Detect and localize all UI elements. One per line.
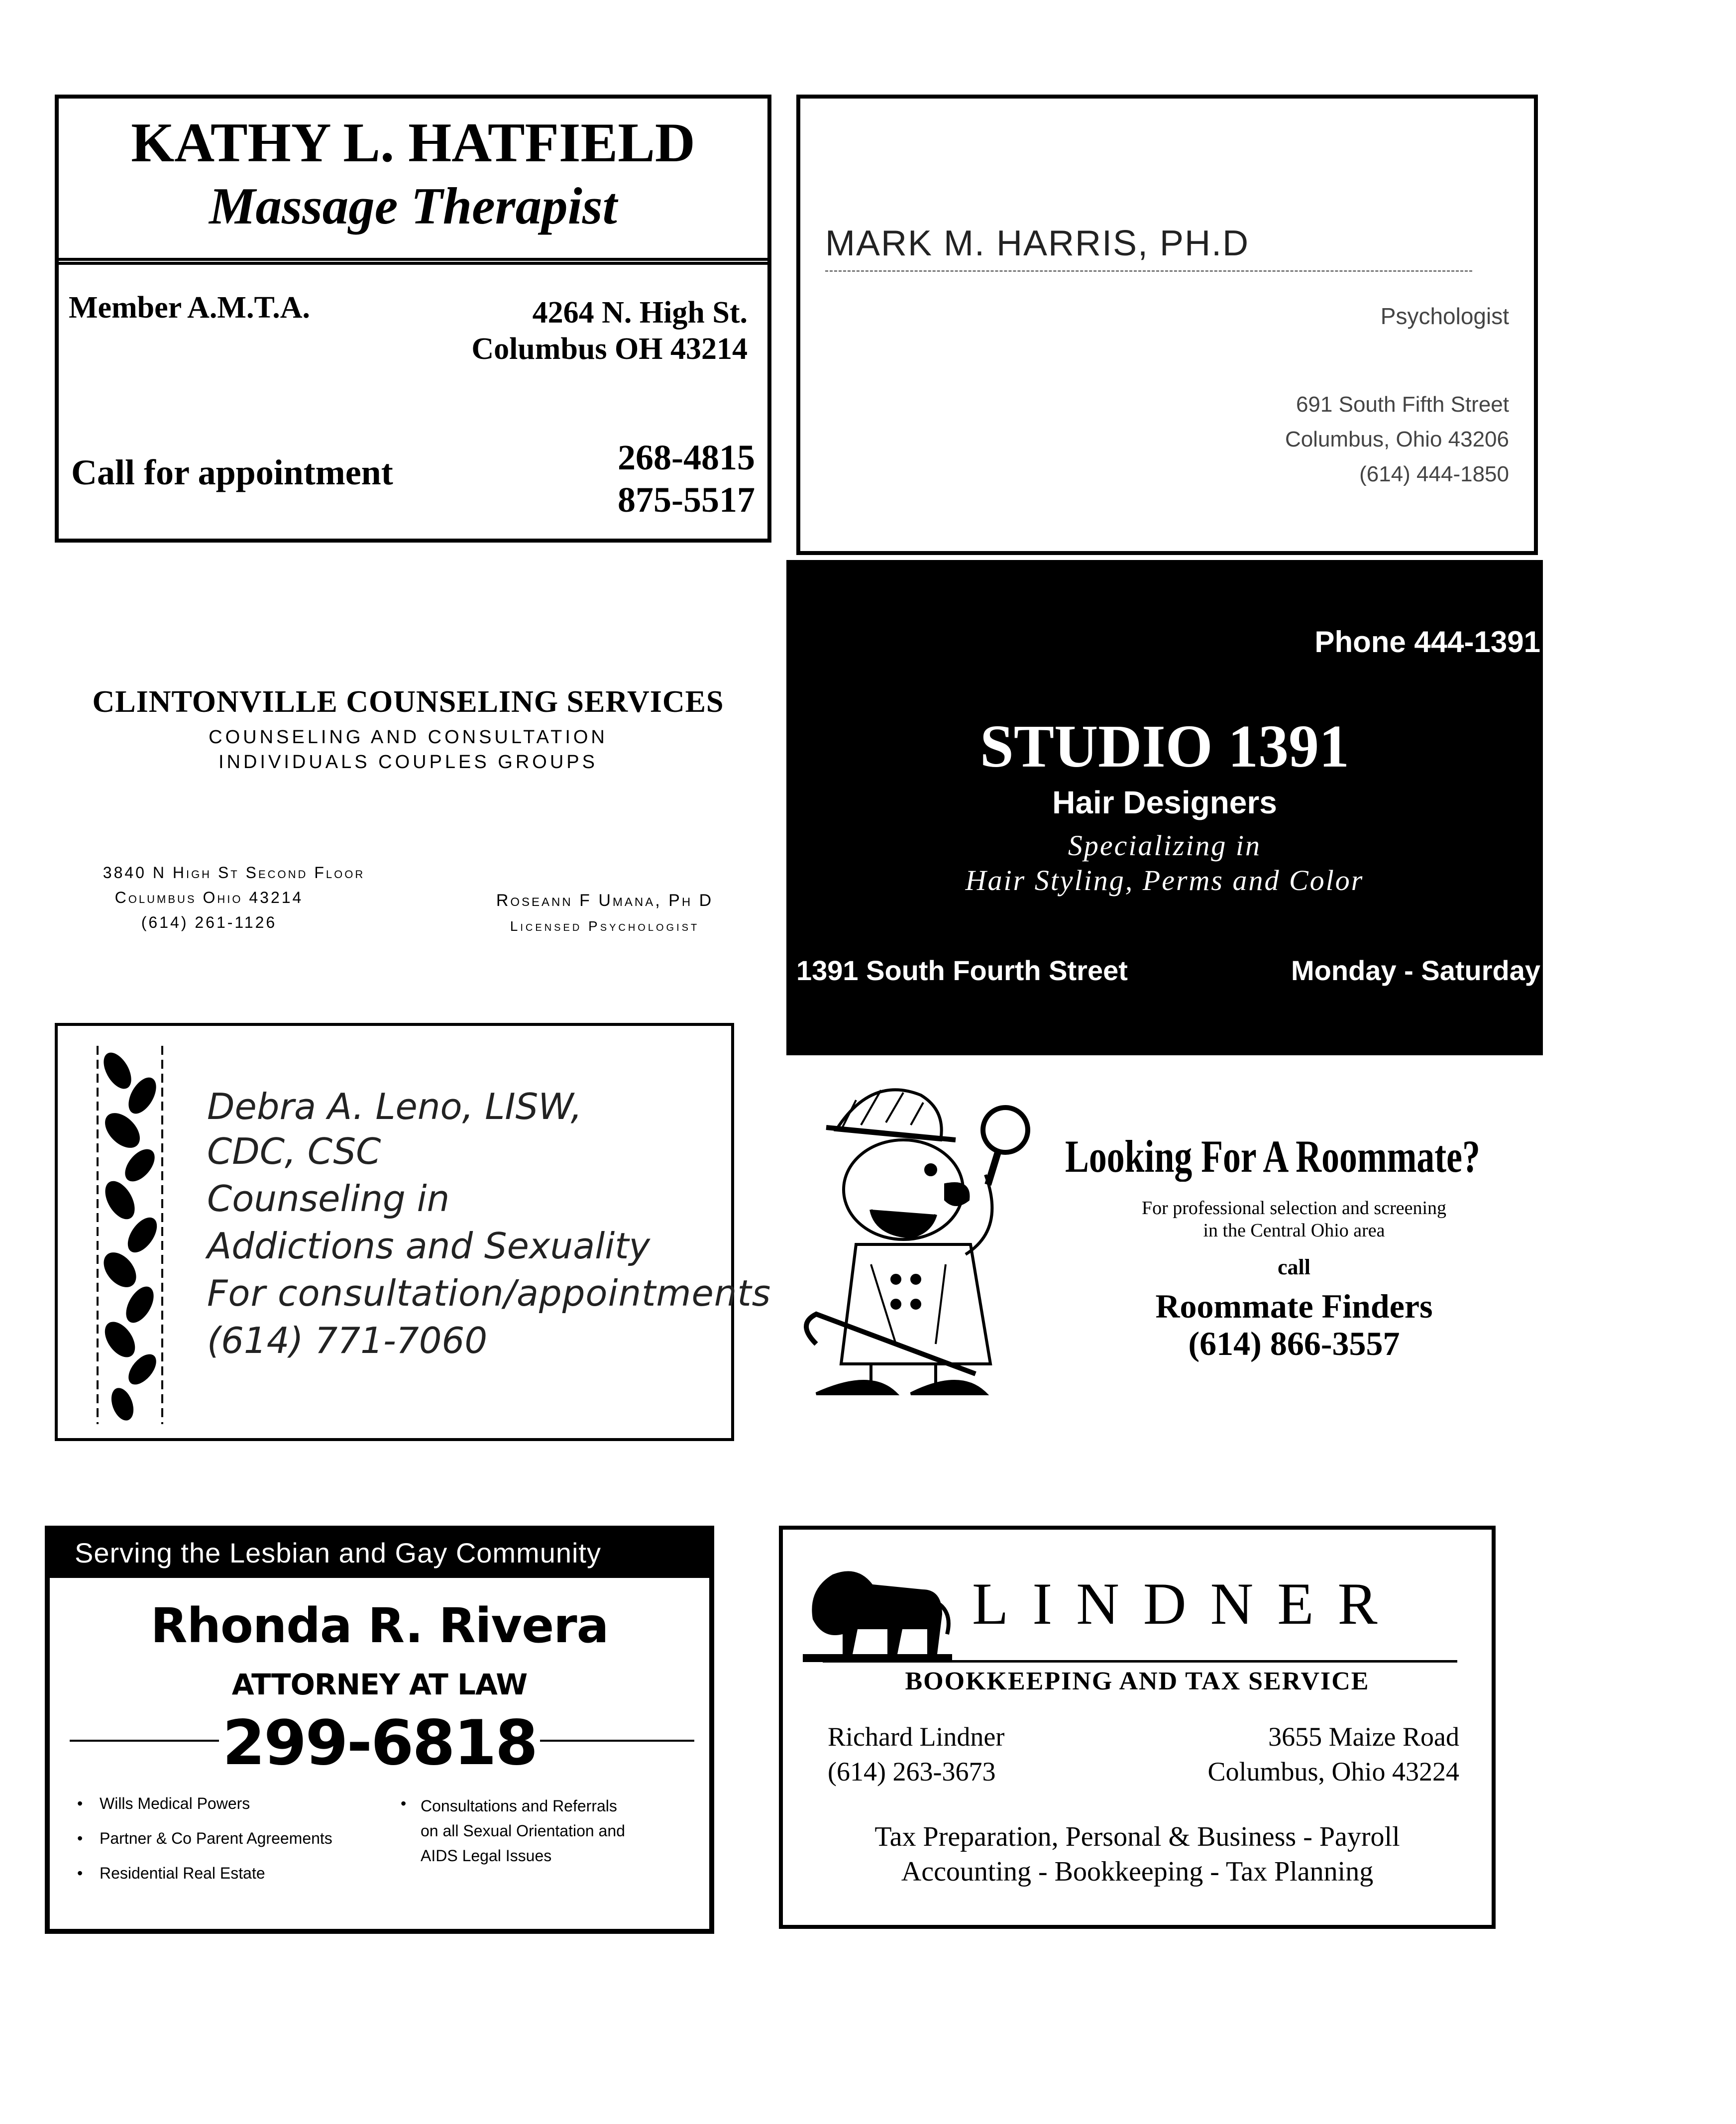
bullet-icon: • [77, 1794, 83, 1812]
hatfield-divider [59, 258, 767, 265]
card-studio [786, 560, 1543, 1055]
clintonville-street: 3840 N High St Second Floor [103, 864, 365, 882]
hatfield-street: 4264 N. High St. [532, 296, 748, 330]
lindner-services-1: Tax Preparation, Personal & Business - Payroll [874, 1821, 1400, 1852]
studio-address: 1391 South Fourth Street [796, 955, 1128, 986]
card-hatfield [55, 95, 771, 543]
studio-name: STUDIO 1391 [979, 713, 1350, 780]
leno-line-5: For consultation/appointments [207, 1272, 771, 1314]
card-clintonville [55, 662, 771, 951]
leno-line-6: (614) 771-7060 [207, 1320, 488, 1361]
card-roommate [796, 1065, 1533, 1414]
studio-tag-2: Hair Styling, Perms and Color [965, 864, 1364, 896]
clintonville-name: CLINTONVILLE COUNSELING SERVICES [92, 685, 724, 719]
roommate-phone: (614) 866-3557 [1188, 1325, 1400, 1362]
lindner-name: LINDNER [972, 1570, 1402, 1637]
hatfield-call: Call for appointment [71, 452, 393, 492]
studio-tag-1: Specializing in [1068, 829, 1262, 862]
rivera-rule-right [540, 1740, 694, 1742]
rivera-banner [50, 1531, 709, 1578]
hatfield-title: Massage Therapist [209, 177, 617, 235]
card-lindner [779, 1526, 1496, 1929]
leno-line-1: Debra A. Leno, LISW, [207, 1086, 582, 1127]
lindner-services-2: Accounting - Bookkeeping - Tax Planning [901, 1856, 1374, 1887]
card-harris [796, 95, 1538, 555]
rivera-phone: 299-6818 [222, 1707, 537, 1779]
lindner-subtitle: BOOKKEEPING AND TAX SERVICE [905, 1667, 1370, 1695]
studio-phone: Phone 444-1391 [1314, 625, 1540, 659]
clintonville-phone: (614) 261-1126 [141, 913, 277, 931]
clintonville-city: Columbus Ohio 43214 [114, 889, 304, 906]
bullet-icon: • [77, 1829, 83, 1847]
leno-line-2: CDC, CSC [207, 1130, 381, 1172]
roommate-desc-2: in the Central Ohio area [1203, 1220, 1385, 1241]
harris-rule [825, 270, 1472, 272]
hatfield-city: Columbus OH 43214 [471, 332, 748, 366]
harris-street: 691 South Fifth Street [1296, 392, 1509, 417]
lindner-street: 3655 Maize Road [1268, 1722, 1459, 1752]
hatfield-member: Member A.M.T.A. [69, 291, 310, 325]
lindner-rule [823, 1660, 1457, 1663]
hatfield-phone-2: 875-5517 [618, 480, 755, 520]
studio-subtitle: Hair Designers [1052, 784, 1277, 820]
lion-icon [803, 1560, 952, 1664]
bullet-icon: • [401, 1794, 407, 1812]
rivera-service-1: Wills Medical Powers [100, 1794, 250, 1812]
harris-title: Psychologist [1380, 303, 1509, 329]
detective-icon [796, 1065, 1055, 1404]
harris-city: Columbus, Ohio 43206 [1285, 427, 1509, 451]
rivera-service-6: AIDS Legal Issues [421, 1847, 552, 1865]
card-leno [55, 1023, 771, 1441]
clintonville-line-2: INDIVIDUALS COUPLES GROUPS [218, 752, 598, 773]
leaf-border-icon [88, 1041, 172, 1429]
bullet-icon: • [77, 1864, 83, 1882]
rivera-banner-text: Serving the Lesbian and Gay Community [75, 1537, 601, 1568]
hatfield-name: KATHY L. HATFIELD [131, 112, 695, 174]
roommate-desc-1: For professional selection and screening [1141, 1198, 1447, 1219]
studio-hours: Monday - Saturday [1291, 955, 1540, 986]
rivera-service-3: Residential Real Estate [100, 1864, 265, 1882]
rivera-name: Rhonda R. Rivera [150, 1598, 609, 1654]
rivera-service-2: Partner & Co Parent Agreements [100, 1829, 332, 1847]
leno-line-3: Counseling in [207, 1178, 450, 1220]
roommate-name: Roommate Finders [1155, 1287, 1433, 1325]
harris-phone: (614) 444-1850 [1359, 462, 1509, 486]
lindner-person: Richard Lindner [828, 1722, 1005, 1752]
roommate-headline: Looking For A Roommate? [1065, 1131, 1480, 1182]
card-rivera [45, 1526, 714, 1934]
clintonville-person: Roseann F Umana, Ph D [496, 891, 714, 910]
harris-name: MARK M. HARRIS, PH.D [825, 224, 1250, 263]
lindner-city: Columbus, Ohio 43224 [1207, 1757, 1459, 1787]
clintonville-line-1: COUNSELING AND CONSULTATION [209, 727, 608, 748]
rivera-service-5: on all Sexual Orientation and [421, 1822, 625, 1840]
leno-line-4: Addictions and Sexuality [207, 1225, 651, 1267]
hatfield-phone-1: 268-4815 [618, 438, 755, 477]
rivera-service-4: Consultations and Referrals [421, 1797, 617, 1815]
roommate-call: call [1278, 1255, 1310, 1279]
lindner-phone: (614) 263-3673 [828, 1757, 996, 1787]
rivera-title: ATTORNEY AT LAW [231, 1668, 528, 1701]
clintonville-person-title: Licensed Psychologist [510, 918, 700, 934]
